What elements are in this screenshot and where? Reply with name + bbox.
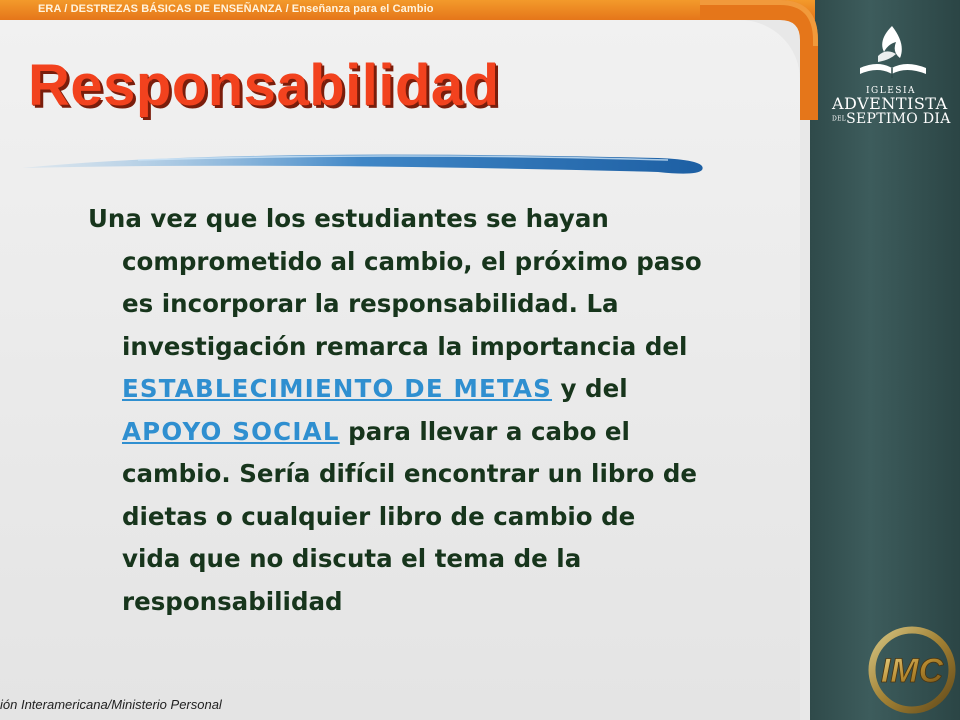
body-line-9: vida que no discuta el tema de la	[122, 544, 582, 573]
logo-del: DEL	[832, 115, 847, 123]
logo-line-septimo-dia	[832, 111, 960, 127]
body-line-6	[88, 411, 788, 454]
body-line-4: investigación remarca la importancia del	[122, 331, 688, 361]
link-establecimiento-de-metas[interactable]: ESTABLECIMIENTO DE METAS	[122, 374, 553, 403]
imc-logo	[856, 618, 960, 720]
logo-line-iglesia: IGLESIA	[866, 86, 917, 96]
after-link1-text: y del	[552, 374, 628, 403]
body-line-10: responsabilidad	[122, 586, 343, 616]
body-line-3: es incorporar la responsabilidad. La	[122, 289, 619, 318]
body-line-5	[88, 368, 788, 411]
title-underline-swoosh	[18, 146, 708, 180]
breadcrumb-main: ERA / DESTREZAS BÁSICAS DE ENSEÑANZA	[38, 3, 283, 15]
breadcrumb-sub: Enseñanza para el Cambio	[291, 3, 434, 15]
body-line-7: cambio. Sería difícil encontrar un libro de	[122, 459, 697, 488]
body-line-1: Una vez que los estudiantes se hayan	[88, 204, 609, 233]
footer-text: ión Interamericana/Ministerio Personal	[0, 697, 222, 712]
slide-title: Responsabilidad	[28, 53, 500, 118]
body-line-8: dietas o cualquier libro de cambio de	[122, 501, 636, 531]
after-link2-text: para llevar a cabo el	[339, 416, 630, 446]
body-line-2: comprometido al cambio, el próximo paso	[122, 246, 702, 276]
link-apoyo-social[interactable]: APOYO SOCIAL	[122, 416, 340, 446]
breadcrumb-separator: /	[285, 3, 289, 15]
logo-line-adventista: ADVENTISTA	[832, 94, 948, 113]
body-paragraph	[88, 198, 788, 623]
adventist-logo-text	[832, 86, 960, 127]
breadcrumb	[38, 3, 434, 15]
adventist-flame-book-icon	[848, 22, 938, 88]
imc-logo-text: IMC	[880, 652, 944, 690]
logo-septimo: SEPTIMO DIA	[846, 111, 951, 127]
